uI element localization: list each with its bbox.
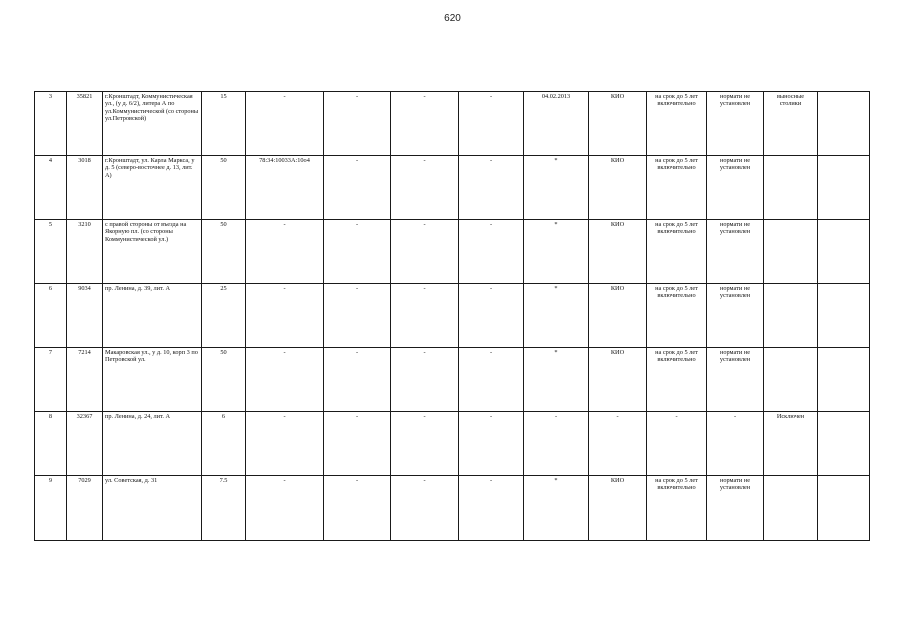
cell-org: -	[589, 412, 647, 476]
cell-date: -	[524, 412, 589, 476]
cell-term: на срок до 5 лет включительно	[647, 220, 707, 284]
cell-org: КИО	[589, 220, 647, 284]
cell-c5: -	[324, 412, 391, 476]
cell-org: КИО	[589, 476, 647, 541]
cell-org: КИО	[589, 348, 647, 412]
cell-c6: -	[391, 284, 459, 348]
cell-no: 6	[35, 284, 67, 348]
cell-c6: -	[391, 156, 459, 220]
cell-address: с правой стороны от въезда на Якорную пл. (со стороны Коммунистической ул.)	[103, 220, 202, 284]
cell-no: 8	[35, 412, 67, 476]
cell-date: *	[524, 156, 589, 220]
cell-cadastral: -	[246, 412, 324, 476]
cell-cadastral: -	[246, 284, 324, 348]
cell-area: 15	[202, 92, 246, 156]
cell-date: *	[524, 348, 589, 412]
cell-c5: -	[324, 156, 391, 220]
cell-no: 4	[35, 156, 67, 220]
cell-no: 3	[35, 92, 67, 156]
cell-c6: -	[391, 476, 459, 541]
cell-org: КИО	[589, 156, 647, 220]
cell-extra	[818, 220, 870, 284]
cell-note: Исключен	[764, 412, 818, 476]
cell-norms: нормати не установлен	[707, 92, 764, 156]
cell-address: г.Кронштадт, ул. Карла Маркса, у д. 5 (северо-восточнее д. 13, лит. А)	[103, 156, 202, 220]
cell-id: 7029	[67, 476, 103, 541]
cell-no: 5	[35, 220, 67, 284]
cell-c7: -	[459, 476, 524, 541]
cell-address: Макаровская ул., у д. 10, корп 3 по Петровской ул.	[103, 348, 202, 412]
cell-id: 9034	[67, 284, 103, 348]
registry-body	[35, 92, 870, 541]
cell-c5: -	[324, 284, 391, 348]
cell-note	[764, 156, 818, 220]
cell-c7: -	[459, 348, 524, 412]
cell-note: выносные столики	[764, 92, 818, 156]
cell-c5: -	[324, 92, 391, 156]
cell-id: 32367	[67, 412, 103, 476]
cell-term: на срок до 5 лет включительно	[647, 284, 707, 348]
cell-norms: нормати не установлен	[707, 284, 764, 348]
cell-c7: -	[459, 92, 524, 156]
cell-norms: нормати не установлен	[707, 220, 764, 284]
cell-address: пр. Ленина, д. 24, лит. А	[103, 412, 202, 476]
table-row	[35, 348, 870, 412]
cell-c6: -	[391, 348, 459, 412]
cell-c7: -	[459, 156, 524, 220]
cell-cadastral: -	[246, 220, 324, 284]
cell-no: 7	[35, 348, 67, 412]
cell-id: 35821	[67, 92, 103, 156]
table-row	[35, 476, 870, 541]
cell-c7: -	[459, 220, 524, 284]
cell-date: *	[524, 284, 589, 348]
cell-norms: нормати не установлен	[707, 348, 764, 412]
cell-address: ул. Советская, д. 31	[103, 476, 202, 541]
table-row	[35, 156, 870, 220]
cell-extra	[818, 412, 870, 476]
cell-extra	[818, 92, 870, 156]
cell-address: г.Кронштадт, Коммунистическая ул., (у д. 6/2), литера А по ул.Коммунистической (со стороны ул.Петровской)	[103, 92, 202, 156]
table-row	[35, 412, 870, 476]
cell-c7: -	[459, 412, 524, 476]
table-row	[35, 220, 870, 284]
cell-area: 50	[202, 348, 246, 412]
cell-c6: -	[391, 220, 459, 284]
cell-area: 25	[202, 284, 246, 348]
cell-date: *	[524, 476, 589, 541]
cell-no: 9	[35, 476, 67, 541]
cell-id: 3018	[67, 156, 103, 220]
cell-c5: -	[324, 220, 391, 284]
cell-date: *	[524, 220, 589, 284]
cell-note	[764, 220, 818, 284]
cell-term: на срок до 5 лет включительно	[647, 348, 707, 412]
cell-note	[764, 348, 818, 412]
cell-cadastral: -	[246, 92, 324, 156]
cell-area: 7.5	[202, 476, 246, 541]
cell-date: 04.02.2013	[524, 92, 589, 156]
cell-id: 3210	[67, 220, 103, 284]
cell-note	[764, 476, 818, 541]
cell-org: КИО	[589, 92, 647, 156]
cell-extra	[818, 156, 870, 220]
cell-id: 7214	[67, 348, 103, 412]
cell-area: 6	[202, 412, 246, 476]
cell-norms: нормати не установлен	[707, 476, 764, 541]
cell-note	[764, 284, 818, 348]
cell-cadastral: 78:34:10033А:10о4	[246, 156, 324, 220]
cell-c6: -	[391, 92, 459, 156]
cell-org: КИО	[589, 284, 647, 348]
page-number: 620	[444, 13, 461, 24]
cell-term: -	[647, 412, 707, 476]
cell-term: на срок до 5 лет включительно	[647, 156, 707, 220]
cell-extra	[818, 284, 870, 348]
registry-table	[34, 91, 870, 541]
cell-norms: нормати не установлен	[707, 156, 764, 220]
cell-cadastral: -	[246, 348, 324, 412]
cell-address: пр. Ленина, д. 39, лит. А	[103, 284, 202, 348]
cell-c7: -	[459, 284, 524, 348]
cell-cadastral: -	[246, 476, 324, 541]
cell-term: на срок до 5 лет включительно	[647, 476, 707, 541]
cell-term: на срок до 5 лет включительно	[647, 92, 707, 156]
cell-c5: -	[324, 348, 391, 412]
table-row	[35, 284, 870, 348]
cell-norms: -	[707, 412, 764, 476]
cell-c6: -	[391, 412, 459, 476]
cell-c5: -	[324, 476, 391, 541]
cell-area: 50	[202, 220, 246, 284]
cell-extra	[818, 348, 870, 412]
table-row	[35, 92, 870, 156]
cell-extra	[818, 476, 870, 541]
cell-area: 50	[202, 156, 246, 220]
